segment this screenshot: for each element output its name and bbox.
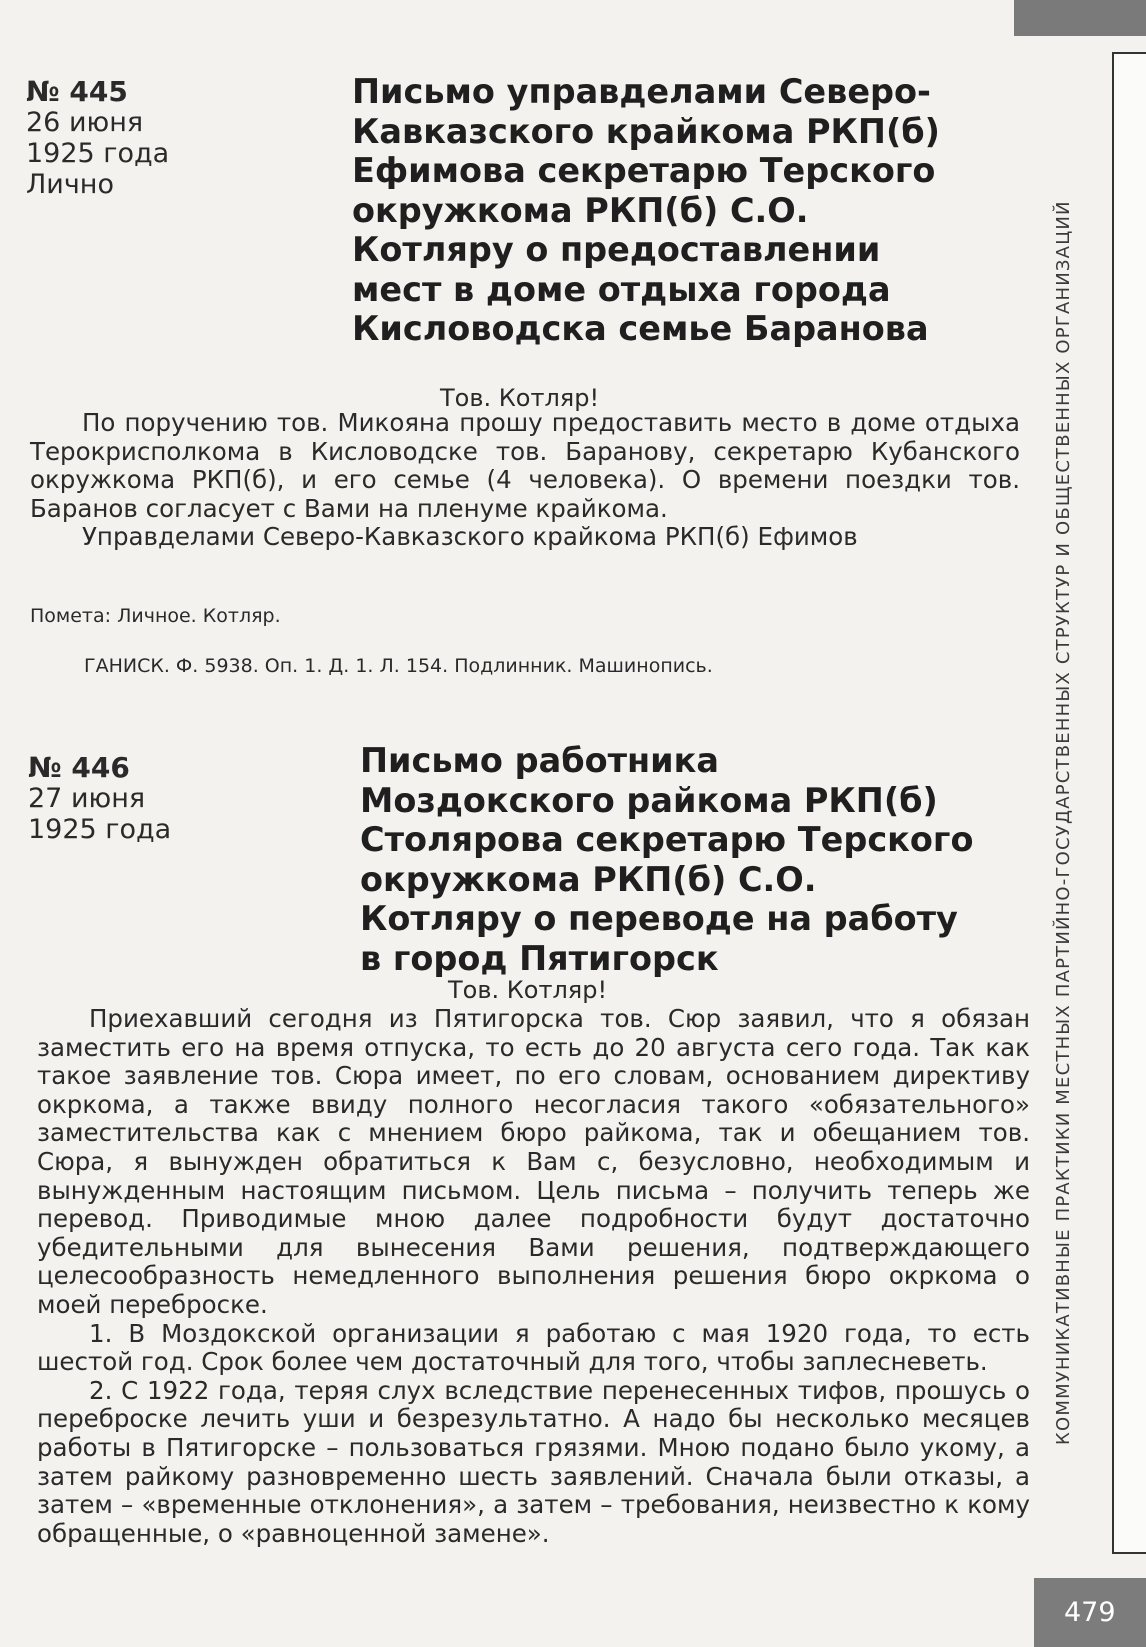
margin-frame xyxy=(1112,52,1146,1554)
doc-date-year: 1925 года xyxy=(26,138,170,169)
doc-salutation: Тов. Котляр! xyxy=(448,976,608,1004)
doc-number: № 445 xyxy=(26,75,128,108)
doc-446-meta xyxy=(28,752,308,845)
doc-date-year: 1925 года xyxy=(28,814,172,845)
doc-445-meta xyxy=(26,76,306,200)
doc-445-heading-block xyxy=(352,72,977,349)
doc-paragraph: 1. В Моздокской организации я работаю с мая 1920 года, то есть шестой год. Срок более чем достаточный для того, чтобы заплесневеть. xyxy=(37,1318,1030,1377)
doc-446-heading-block xyxy=(360,741,985,978)
corner-tab xyxy=(1014,0,1146,36)
doc-445-annotation-block xyxy=(30,604,730,628)
doc-archive-ref: ГАНИСК. Ф. 5938. Оп. 1. Д. 1. Л. 154. Подлинник. Машинопись. xyxy=(84,655,713,677)
page-number: 479 xyxy=(1034,1578,1146,1647)
doc-signature: Управделами Северо-Кавказского крайкома РКП(б) Ефимов xyxy=(82,522,858,552)
doc-paragraph: Приехавший сегодня из Пятигорска тов. Сюр заявил, что я обязан заместить его на время отпуска, то есть до 20 августа сего года. Так как такое заявление тов. Сюра имеет, по его словам, основанием директиву окркома, а также ввиду полного несогласия такого «обязательного» заместительства как с мнением бюро райкома, так и обещанием тов. Сюра, я вынужден обратиться к Вам с, безусловно, необходимым и вынужденным настоящим письмом. Цель письма – получить теперь же перевод. Приводимые мною далее подробности будут достаточно убедительными для вынесения Вами решения, подтверждающего целесообразность немедленного выполнения решения бюро окркома о моей переброске. xyxy=(37,1004,1030,1319)
doc-title: Письмо работника Моздокского райкома РКП(б) Столярова секретарю Терского окружкома РКП(б) С.О. Котляру о переводе на работу в город Пятигорск xyxy=(360,741,974,978)
doc-446-salutation-block xyxy=(448,976,748,1005)
doc-salutation: Тов. Котляр! xyxy=(440,384,600,412)
doc-446-body xyxy=(37,1005,1030,1548)
doc-number: № 446 xyxy=(28,751,130,784)
doc-title: Письмо управделами Северо-Кавказского крайкома РКП(б) Ефимова секретарю Терского окружкома РКП(б) С.О. Котляру о предоставлении мест в доме отдыха города Кисловодска семье Баранова xyxy=(352,72,940,348)
doc-note: Лично xyxy=(26,169,114,200)
doc-445-body xyxy=(30,409,1020,552)
doc-445-archive-block xyxy=(84,654,924,678)
doc-date-day: 26 июня xyxy=(26,107,144,138)
doc-annotation: Помета: Личное. Котляр. xyxy=(30,605,281,627)
doc-date-day: 27 июня xyxy=(28,783,146,814)
running-header: КОММУНИКАТИВНЫЕ ПРАКТИКИ МЕСТНЫХ ПАРТИЙНО-ГОСУДАРСТВЕННЫХ СТРУКТУР И ОБЩЕСТВЕННЫХ ОРГАНИЗАЦИЙ xyxy=(1053,200,1074,1445)
doc-paragraph: 2. С 1922 года, теряя слух вследствие перенесенных тифов, прошусь о переброске лечить уши и безрезультатно. А надо бы несколько месяцев работы в Пятигорске – пользоваться грязями. Мною подано было укому, а затем райкому разновременно шесть заявлений. Сначала были отказы, а затем – «временные отклонения», а затем – требования, неизвестно к кому обращенные, о «равноценной замене». xyxy=(37,1375,1030,1548)
doc-paragraph: По поручению тов. Микояна прошу предоставить место в доме отдыха Терокрисполкома в Кисловодске тов. Баранову, секретарю Кубанского окружкома РКП(б), и его семье (4 человека). О времени поездки тов. Баранов согласует с Вами на пленуме крайкома. xyxy=(30,408,1020,523)
